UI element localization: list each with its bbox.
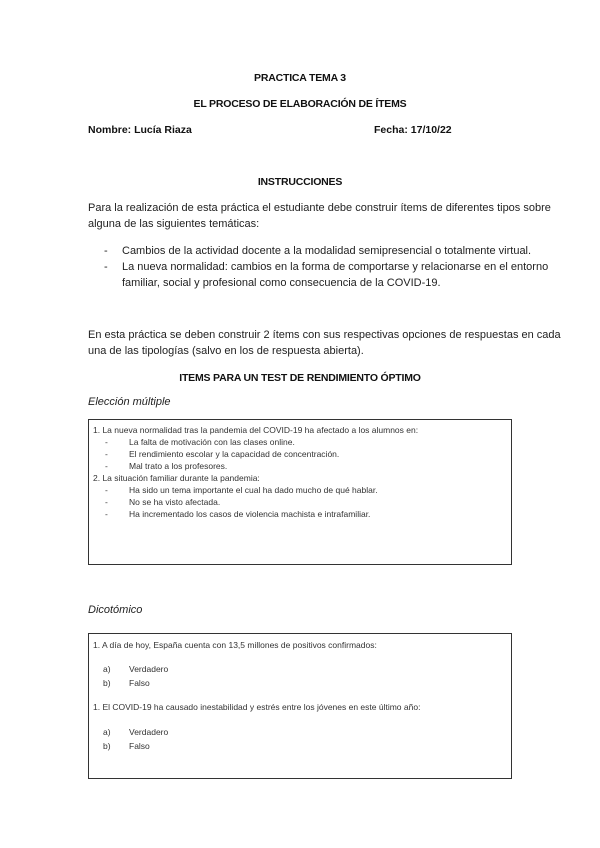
mc-q2-option-1: Ha sido un tema importante el cual ha dado mucho de qué hablar. [129,485,378,495]
mc-q2-option-2: No se ha visto afectada. [129,497,221,507]
instructions-paragraph [88,327,561,359]
paragraph-line-2: una de las tipologías (salvo en los de respuesta abierta). [88,345,364,357]
dich-question-1: 1. A día de hoy, España cuenta con 13,5 millones de positivos confirmados: [93,640,377,650]
document-subtitle: EL PROCESO DE ELABORACIÓN DE ÍTEMS [193,98,407,110]
bullet-text: Cambios de la actividad docente a la modalidad semipresencial o totalmente virtual. [122,245,532,257]
document-date: Fecha: 17/10/22 [374,124,452,136]
bullet-text-line-2: familiar, social y profesional como consecuencia de la COVID-19. [122,277,441,289]
intro-line-1: Para la realización de esta práctica el estudiante debe construir ítems de diferentes tipos sobre [88,202,551,214]
student-name: Nombre: Lucía Riaza [88,124,192,136]
dich-q2-option-a: Verdadero [129,727,169,737]
multiple-choice-label: Elección múltiple [88,396,171,408]
dich-q1-option-b-letter: b) [103,678,111,688]
multiple-choice-box [88,419,512,565]
mc-q1-option-3: Mal trato a los profesores. [129,461,228,471]
bullet-item-2 [104,259,549,291]
dich-q2-option-b-letter: b) [103,741,111,751]
dichotomous-label: Dicotómico [88,604,143,616]
dich-q1-option-a: Verdadero [129,664,169,674]
dich-q1-option-b: Falso [129,678,150,688]
instructions-intro [88,200,551,232]
dichotomous-box [88,633,512,779]
section-heading: ITEMS PARA UN TEST DE RENDIMIENTO ÓPTIMO [179,372,421,384]
mc-question-1: 1. La nueva normalidad tras la pandemia del COVID-19 ha afectado a los alumnos en: [93,425,419,435]
dich-q2-option-b: Falso [129,741,150,751]
option-dash: - [105,485,108,495]
paragraph-line-1: En esta práctica se deben construir 2 ítems con sus respectivas opciones de respuestas en cada [88,329,561,341]
instructions-heading: INSTRUCCIONES [257,176,343,188]
dich-question-2: 1. El COVID-19 ha causado inestabilidad y estrés entre los jóvenes en este último año: [93,702,421,712]
bullet-dash: - [104,245,108,257]
option-dash: - [105,509,108,519]
mc-q2-option-3: Ha incrementado los casos de violencia machista e intrafamiliar. [129,509,371,519]
mc-question-2: 2. La situación familiar durante la pandemia: [93,473,260,483]
bullet-text-line-1: La nueva normalidad: cambios en la forma de comportarse y relacionarse en el entorno [122,261,549,273]
option-dash: - [105,497,108,507]
dich-q2-option-a-letter: a) [103,727,111,737]
bullet-item-1 [104,243,532,259]
intro-line-2: alguna de las siguientes temáticas: [88,218,260,230]
bullet-list [104,243,549,291]
mc-q1-option-1: La falta de motivación con las clases online. [129,437,295,447]
dich-q1-option-a-letter: a) [103,664,111,674]
bullet-dash: - [104,261,108,273]
option-dash: - [105,461,108,471]
option-dash: - [105,437,108,447]
mc-q1-option-2: El rendimiento escolar y la capacidad de concentración. [129,449,340,459]
practice-title: PRACTICA TEMA 3 [254,72,346,84]
option-dash: - [105,449,108,459]
